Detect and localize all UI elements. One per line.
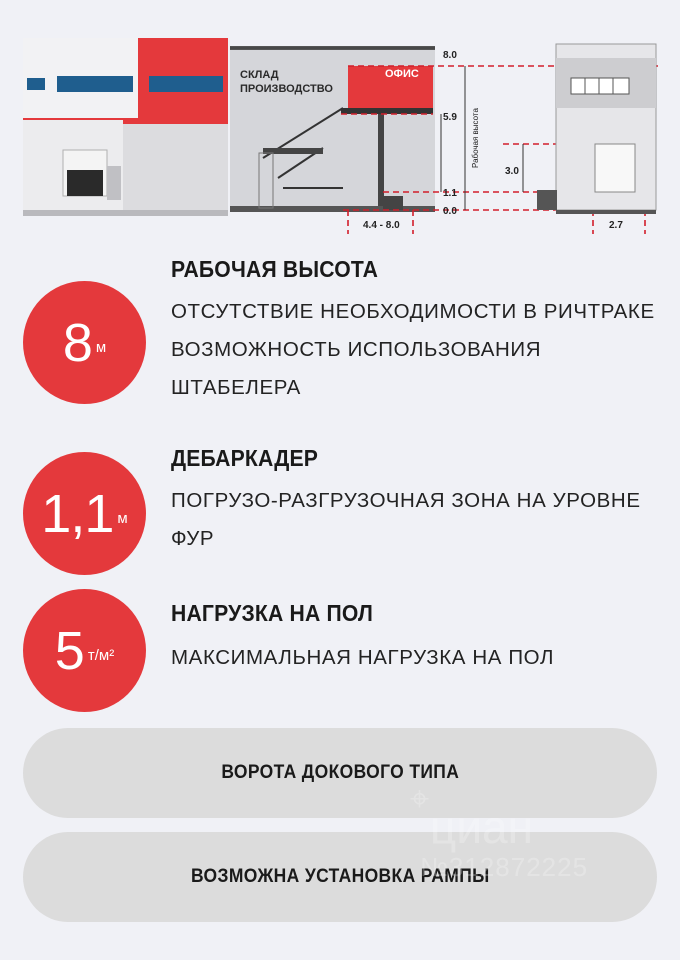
height-label-8: 8.0: [443, 50, 457, 61]
watermark-brand: циан: [430, 801, 534, 853]
dock-badge: [23, 452, 146, 575]
ramp-label: ВОЗМОЖНА УСТАНОВКА РАМПЫ: [190, 866, 490, 887]
description-line: МАКСИМАЛЬНАЯ НАГРУЗКА НА ПОЛ: [171, 646, 555, 669]
ramp-pill: [23, 832, 657, 922]
dock-unit: м: [117, 510, 128, 527]
working-height-description: [171, 293, 666, 407]
height-label-11: 1.1: [443, 188, 457, 199]
dock-gates-label: ВОРОТА ДОКОВОГО ТИПА: [221, 762, 459, 783]
working-height-unit: м: [95, 339, 107, 356]
floor-load-title: НАГРУЗКА НА ПОЛ: [171, 600, 374, 626]
facade-elevation: [537, 44, 656, 214]
warehouse-label: СКЛАД: [240, 69, 279, 81]
office-label: ОФИС: [385, 68, 419, 80]
description-line: ВОЗМОЖНОСТЬ ИСПОЛЬЗОВАНИЯ: [171, 338, 542, 361]
watermark-id: №312872225: [420, 852, 589, 882]
dock-description: [171, 482, 666, 558]
floor-load-description: [171, 639, 666, 677]
description-line: ФУР: [171, 527, 215, 550]
production-label: ПРОИЗВОДСТВО: [240, 83, 333, 95]
dock-gates-pill: [23, 728, 657, 818]
description-line: ПОГРУЗО-РАЗГРУЗОЧНАЯ ЗОНА НА УРОВНЕ: [171, 489, 641, 512]
dock-title: ДЕБАРКАДЕР: [171, 445, 319, 471]
floor-load-badge: [23, 589, 146, 712]
height-label-59: 5.9: [443, 112, 457, 123]
building-photo: [23, 38, 228, 216]
location-pin-icon: ⌖: [410, 780, 430, 818]
height-label-30: 3.0: [505, 166, 519, 177]
floor-load-unit: т/м²: [87, 647, 115, 664]
height-label-00: 0.0: [443, 206, 457, 217]
span-label: 4.4 - 8.0: [363, 220, 400, 231]
working-height-value: 8: [62, 312, 92, 373]
dock-value: 1,1: [41, 483, 114, 544]
floor-load-value: 5: [54, 620, 84, 681]
working-height-badge: [23, 281, 146, 404]
description-line: ШТАБЕЛЕРА: [171, 376, 301, 399]
building-section-diagram: [23, 38, 658, 248]
working-height-label: Рабочая высота: [471, 108, 480, 168]
description-line: ОТСУТСТВИЕ НЕОБХОДИМОСТИ В РИЧТРАКЕ: [171, 300, 655, 323]
working-height-title: РАБОЧАЯ ВЫСОТА: [171, 256, 379, 282]
gate-width-label: 2.7: [609, 220, 623, 231]
